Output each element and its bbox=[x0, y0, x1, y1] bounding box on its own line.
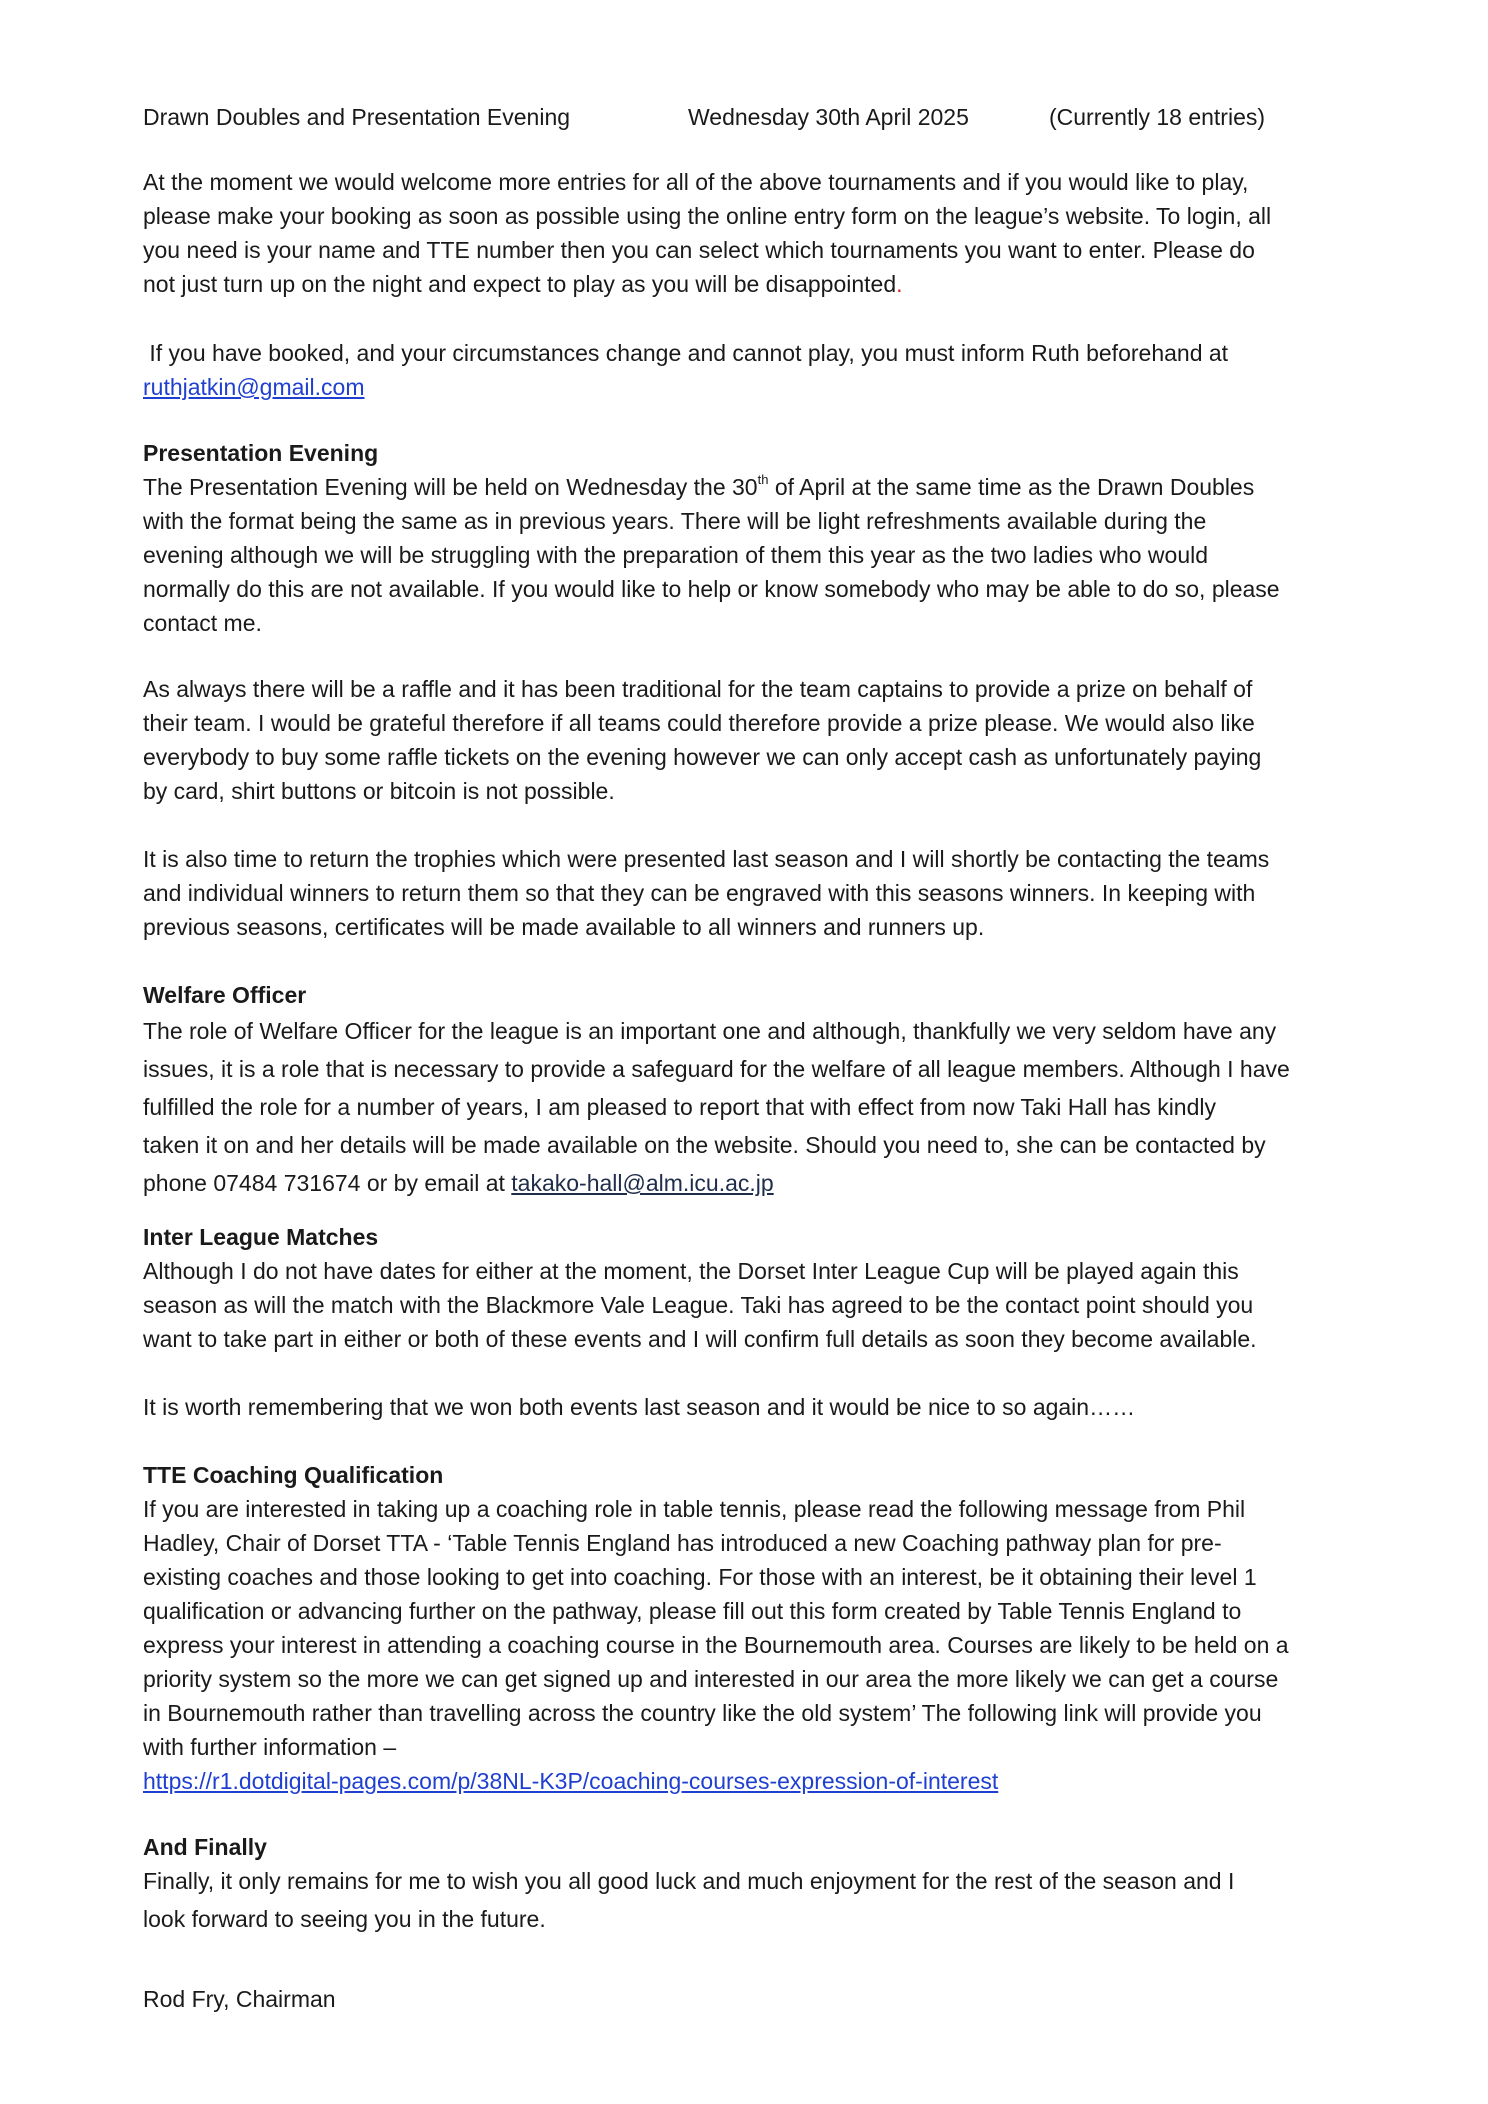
text-line: contact me. bbox=[143, 610, 262, 636]
text-line: express your interest in attending a coaching course in the Bournemouth area. Courses are likely to be held on a bbox=[143, 1632, 1289, 1658]
trophies-paragraph bbox=[143, 842, 1413, 944]
coaching-interest-link[interactable]: https://r1.dotdigital-pages.com/p/38NL-K3P/coaching-courses-expression-of-interest bbox=[143, 1768, 999, 1794]
text-line: existing coaches and those looking to get into coaching. For those with an interest, be it obtaining their level 1 bbox=[143, 1564, 1257, 1590]
intro-paragraph bbox=[143, 165, 1413, 301]
text-line: Hadley, Chair of Dorset TTA - ‘Table Tennis England has introduced a new Coaching pathway plan for pre- bbox=[143, 1530, 1222, 1556]
text-line bbox=[143, 370, 1413, 404]
welfare-heading-block bbox=[143, 978, 1413, 1012]
section-heading: And Finally bbox=[143, 1834, 267, 1860]
red-period: . bbox=[896, 271, 903, 297]
presentation-section bbox=[143, 436, 1413, 640]
text-line: priority system so the more we can get signed up and interested in our area the more likely we can get a course bbox=[143, 1666, 1279, 1692]
text-line: season as will the match with the Blackmore Vale League. Taki has agreed to be the contact point should you bbox=[143, 1292, 1254, 1318]
text-segment: not just turn up on the night and expect to play as you will be disappointed bbox=[143, 271, 897, 297]
text-line: normally do this are not available. If you would like to help or know somebody who may be able to do so, please bbox=[143, 576, 1280, 602]
event-header bbox=[143, 100, 1413, 134]
event-name: Drawn Doubles and Presentation Evening bbox=[143, 104, 571, 130]
finally-heading-block bbox=[143, 1830, 1413, 1864]
signature-block bbox=[143, 1982, 1413, 2016]
entries-count: (Currently 18 entries) bbox=[1049, 104, 1266, 130]
text-line: look forward to seeing you in the future. bbox=[143, 1906, 546, 1932]
welfare-email-link[interactable]: takako-hall@alm.icu.ac.jp bbox=[511, 1170, 774, 1196]
text-line: Although I do not have dates for either at the moment, the Dorset Inter League Cup will be played again this bbox=[143, 1258, 1239, 1284]
text-line: evening although we will be struggling with the preparation of them this year as the two ladies who would bbox=[143, 542, 1209, 568]
text-line: in Bournemouth rather than travelling across the country like the old system’ The following link will provide you bbox=[143, 1700, 1262, 1726]
text-line: It is also time to return the trophies which were presented last season and I will shortly be contacting the teams bbox=[143, 846, 1270, 872]
text-segment: phone 07484 731674 or by email at bbox=[143, 1170, 512, 1196]
text-line: please make your booking as soon as possible using the online entry form on the league’s website. To login, all bbox=[143, 203, 1272, 229]
text-line: Finally, it only remains for me to wish you all good luck and much enjoyment for the rest of the season and I bbox=[143, 1868, 1235, 1894]
text-line: want to take part in either or both of these events and I will confirm full details as soon they become available. bbox=[143, 1326, 1257, 1352]
signature: Rod Fry, Chairman bbox=[143, 1986, 336, 2012]
superscript-th: th bbox=[757, 472, 769, 488]
text-line: fulfilled the role for a number of years, I am pleased to report that with effect from now Taki Hall has kindly bbox=[143, 1094, 1217, 1120]
section-heading: Welfare Officer bbox=[143, 982, 307, 1008]
text-line bbox=[143, 1764, 1413, 1798]
text-line: with further information – bbox=[143, 1734, 397, 1760]
text-line: If you are interested in taking up a coaching role in table tennis, please read the following message from Phil bbox=[143, 1496, 1246, 1522]
finally-section bbox=[143, 1862, 1413, 1938]
text-segment: The Presentation Evening will be held on Wednesday the 30 bbox=[143, 474, 758, 500]
text-line: At the moment we would welcome more entries for all of the above tournaments and if you would like to play, bbox=[143, 169, 1249, 195]
text-line bbox=[143, 267, 1413, 301]
text-line: their team. I would be grateful therefore if all teams could therefore provide a prize please. We would also like bbox=[143, 710, 1255, 736]
event-date: Wednesday 30th April 2025 bbox=[688, 104, 969, 130]
text-line: everybody to buy some raffle tickets on the evening however we can only accept cash as unfortunately paying bbox=[143, 744, 1262, 770]
welfare-section bbox=[143, 1012, 1413, 1202]
text-line: previous seasons, certificates will be made available to all winners and runners up. bbox=[143, 914, 985, 940]
inter-league-section bbox=[143, 1220, 1413, 1356]
text-line: with the format being the same as in previous years. There will be light refreshments available during the bbox=[143, 508, 1207, 534]
text-line: issues, it is a role that is necessary to provide a safeguard for the welfare of all league members. Although I have bbox=[143, 1056, 1290, 1082]
text-line: by card, shirt buttons or bitcoin is not possible. bbox=[143, 778, 615, 804]
text-line: taken it on and her details will be made available on the website. Should you need to, she can be contacted by bbox=[143, 1132, 1266, 1158]
text-line: The role of Welfare Officer for the league is an important one and although, thankfully we very seldom have any bbox=[143, 1018, 1277, 1044]
raffle-paragraph bbox=[143, 672, 1413, 808]
text-line: you need is your name and TTE number then you can select which tournaments you want to enter. Please do bbox=[143, 237, 1255, 263]
text-line bbox=[143, 1164, 1413, 1202]
remember-paragraph bbox=[143, 1390, 1413, 1424]
text-line bbox=[143, 470, 1413, 504]
ruth-email-link[interactable]: ruthjatkin@gmail.com bbox=[143, 374, 365, 400]
text-line: As always there will be a raffle and it has been traditional for the team captains to provide a prize on behalf of bbox=[143, 676, 1253, 702]
text-line: qualification or advancing further on the pathway, please fill out this form created by Table Tennis England to bbox=[143, 1598, 1242, 1624]
booked-paragraph bbox=[143, 336, 1413, 404]
text-line: It is worth remembering that we won both events last season and it would be nice to so again…… bbox=[143, 1394, 1136, 1420]
text-line: and individual winners to return them so that they can be engraved with this seasons winners. In keeping with bbox=[143, 880, 1256, 906]
text-line: If you have booked, and your circumstances change and cannot play, you must inform Ruth beforehand at bbox=[143, 340, 1229, 366]
coaching-section bbox=[143, 1458, 1413, 1798]
section-heading: Presentation Evening bbox=[143, 440, 379, 466]
section-heading: TTE Coaching Qualification bbox=[143, 1462, 444, 1488]
text-segment: of April at the same time as the Drawn Doubles bbox=[768, 474, 1255, 500]
section-heading: Inter League Matches bbox=[143, 1224, 379, 1250]
